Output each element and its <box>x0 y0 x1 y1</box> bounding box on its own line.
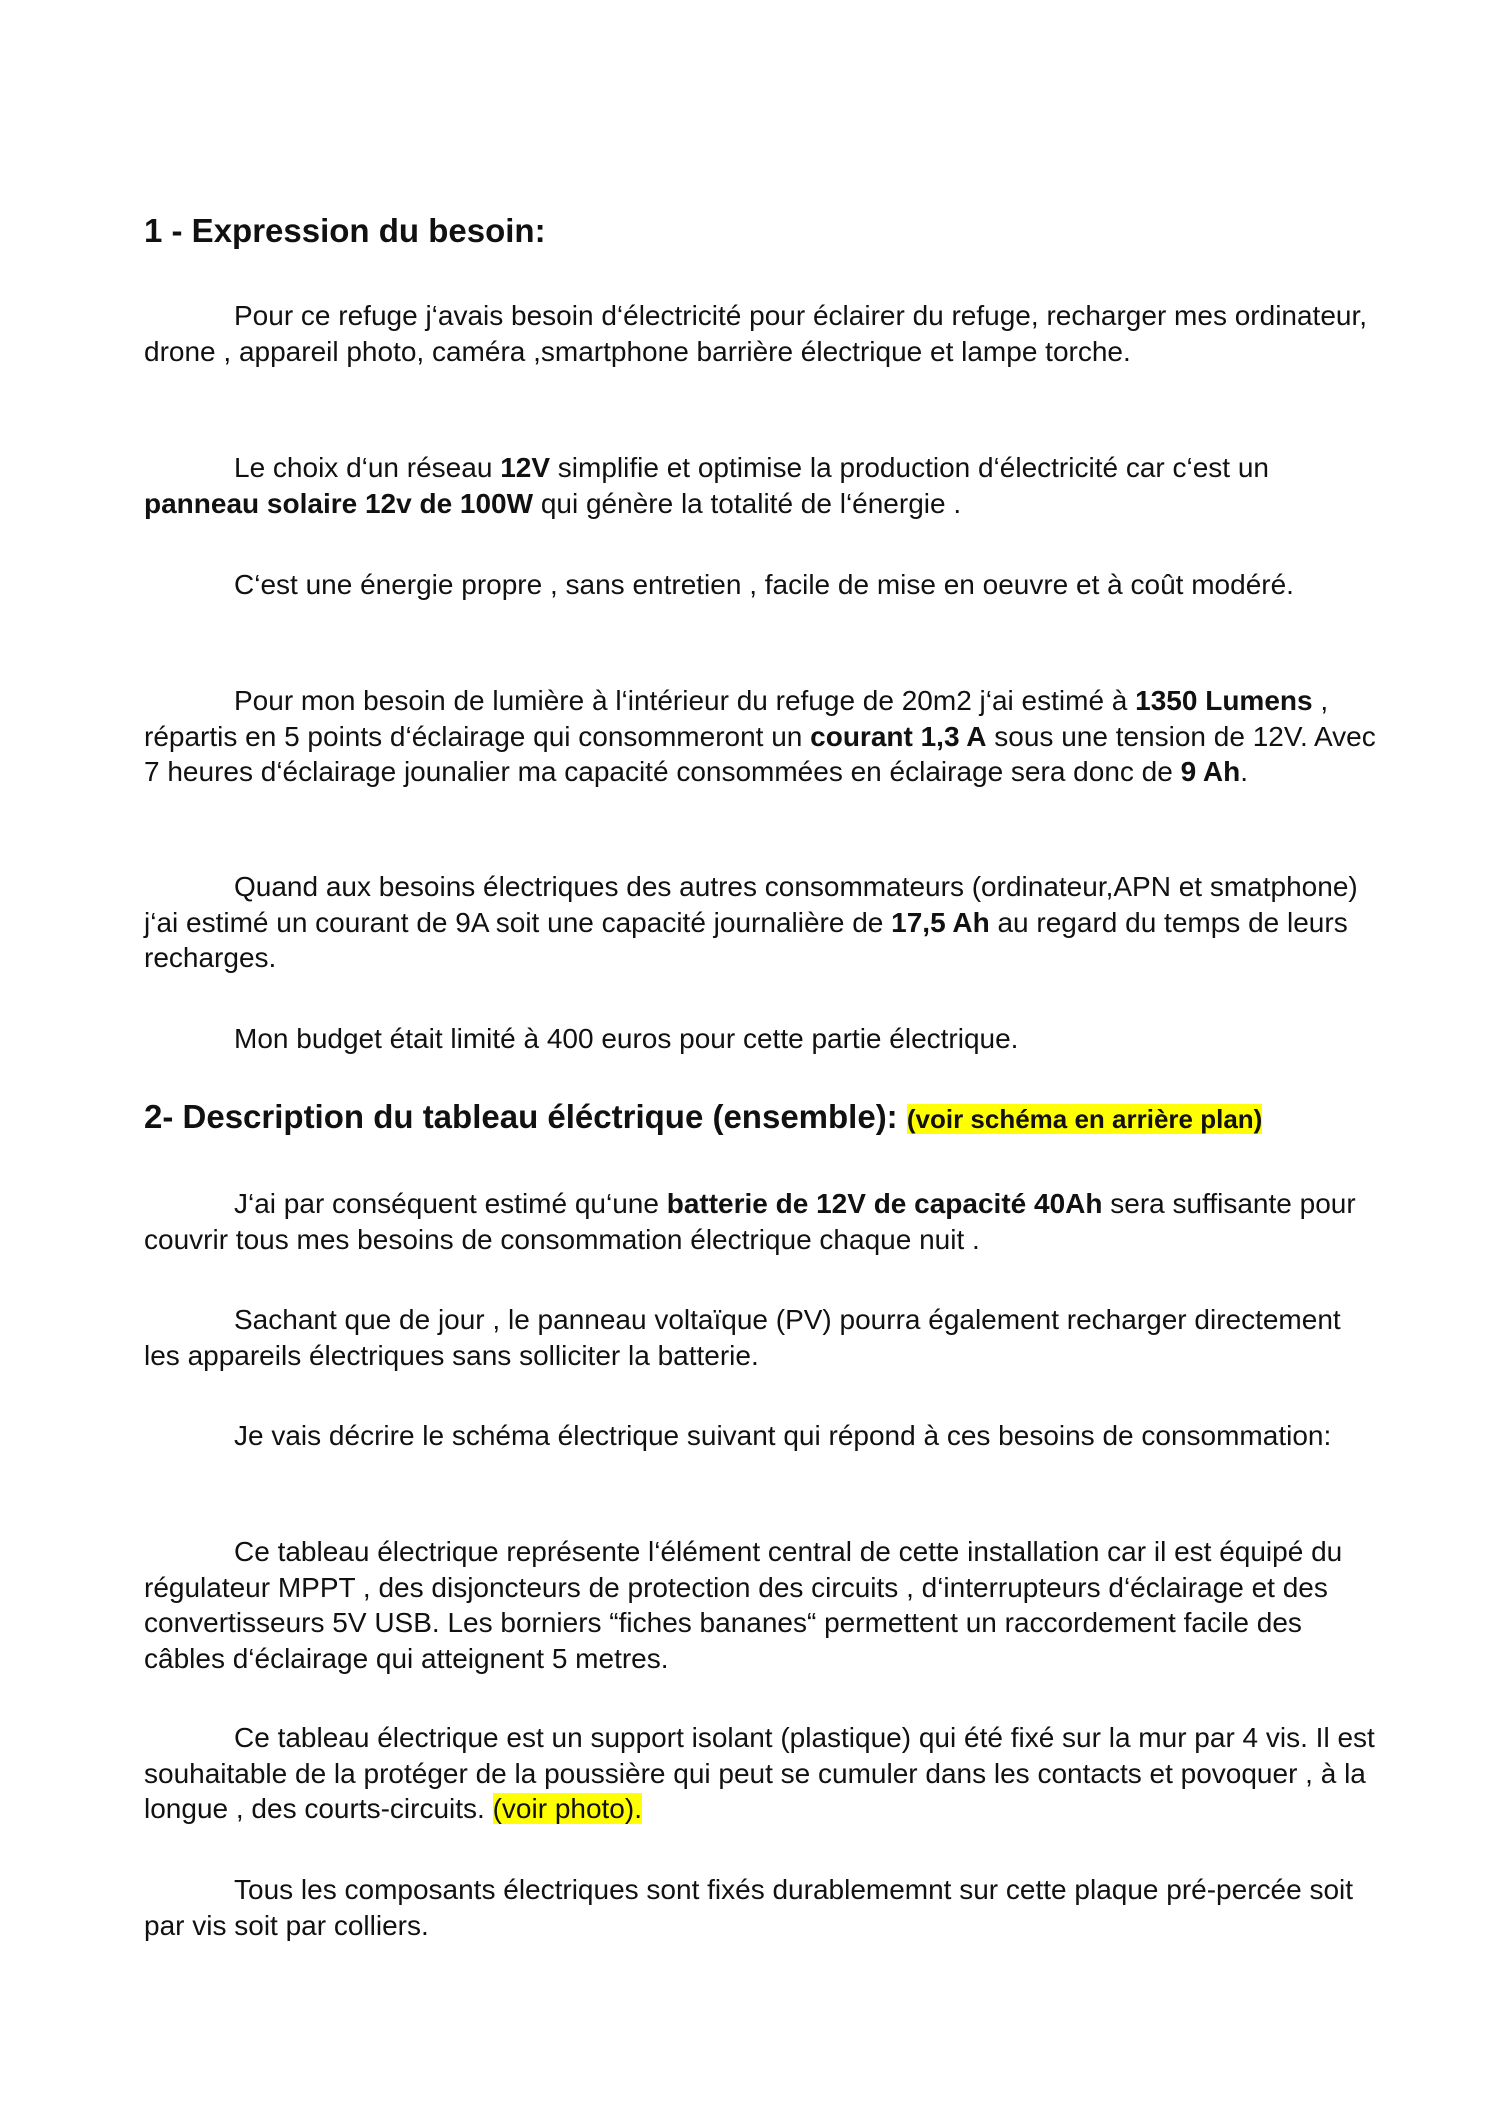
voir-photo-note: (voir photo). <box>492 1793 642 1824</box>
section-2-paragraph-6: Tous les composants électriques sont fixés durablememnt sur cette plaque pré-percée soit par vis soit par colliers. <box>144 1874 1354 1941</box>
section-1-paragraph-5: Quand aux besoins électriques des autres consommateurs (ordinateur,APN et smatphone) j‘ai estimé un courant de 9A soit une capacité journalière de 17,5 Ah au regard du temps de leurs recharges. <box>144 871 1358 973</box>
section-2-paragraph-5: Ce tableau électrique est un support isolant (plastique) qui été fixé sur la mur par 4 vis. Il est souhaitable de la protéger de la poussière qui peut se cumuler dans les contacts et povoquer , à la longue , des courts-circuits. (voir photo). <box>144 1722 1375 1824</box>
section-2-paragraph-4: Ce tableau électrique représente l‘élément central de cette installation car il est équipé du régulateur MPPT , des disjoncteurs de protection des circuits , d‘interrupteurs d‘éclairage et des convertisseurs 5V USB. Les borniers “fiches bananes“ permettent un raccordement facile des câbles d‘éclairage qui atteignent 5 metres. <box>144 1536 1343 1674</box>
section-1-paragraph-3: C‘est une énergie propre , sans entretien , facile de mise en oeuvre et à coût modéré. <box>234 569 1294 600</box>
section-2-heading-note: (voir schéma en arrière plan) <box>906 1104 1263 1134</box>
section-2-paragraph-3: Je vais décrire le schéma électrique suivant qui répond à ces besoins de consommation: <box>234 1420 1332 1451</box>
section-2-paragraph-1: J‘ai par conséquent estimé qu‘une batterie de 12V de capacité 40Ah sera suffisante pour couvrir tous mes besoins de consommation électrique chaque nuit . <box>144 1188 1356 1255</box>
section-1-heading: 1 - Expression du besoin: <box>144 212 546 249</box>
section-1-paragraph-4: Pour mon besoin de lumière à l‘intérieur du refuge de 20m2 j‘ai estimé à 1350 Lumens , répartis en 5 points d‘éclairage qui consommeront un courant 1,3 A sous une tension de 12V. Avec 7 heures d‘éclairage jounalier ma capacité consommées en éclairage sera donc de 9 Ah. <box>144 685 1376 787</box>
section-2-paragraph-2: Sachant que de jour , le panneau voltaïque (PV) pourra également recharger directement les appareils électriques sans solliciter la batterie. <box>144 1304 1341 1371</box>
section-1-paragraph-2: Le choix d‘un réseau 12V simplifie et optimise la production d‘électricité car c‘est un panneau solaire 12v de 100W qui génère la totalité de l‘énergie . <box>144 452 1269 519</box>
section-2-heading: 2- Description du tableau éléctrique (ensemble): (voir schéma en arrière plan) <box>144 1098 1263 1135</box>
section-1-paragraph-6: Mon budget était limité à 400 euros pour cette partie électrique. <box>234 1023 1019 1054</box>
section-1-paragraph-1: Pour ce refuge j‘avais besoin d‘électricité pour éclairer du refuge, recharger mes ordinateur, drone , appareil photo, caméra ,smartphone barrière électrique et lampe torche. <box>144 300 1368 367</box>
